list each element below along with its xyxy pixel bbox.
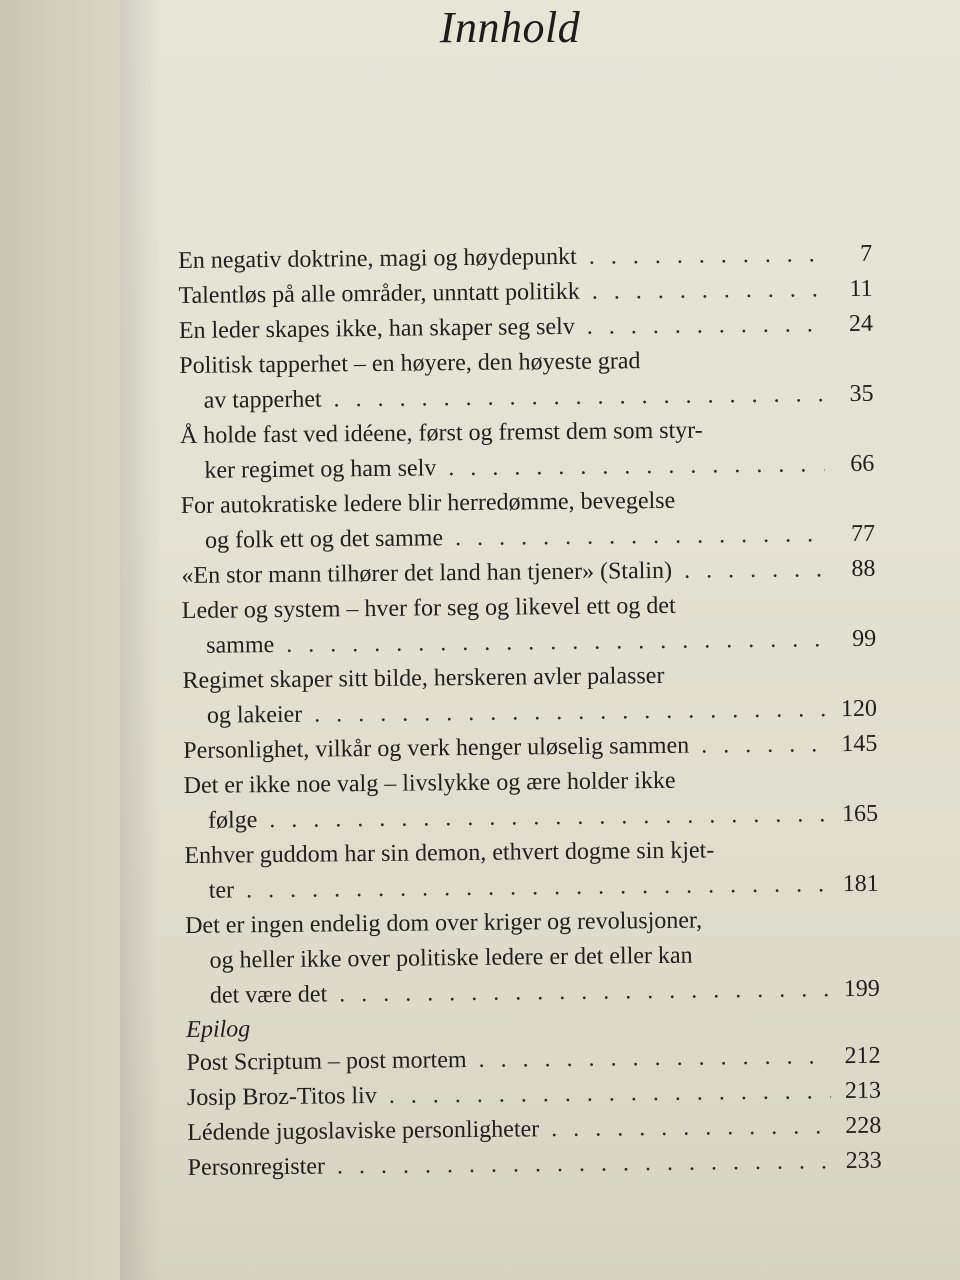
toc-entry-title: følge xyxy=(207,807,258,834)
toc-entry-title: En negativ doktrine, magi og høydepunkt xyxy=(178,243,577,274)
toc-entry-title: det være det xyxy=(209,981,328,1009)
toc-entry-title: ker regimet og ham selv xyxy=(204,455,437,484)
toc-entry xyxy=(182,587,877,664)
toc-entry-title: For autokratiske ledere blir herredømme, bevegelse xyxy=(180,487,676,519)
toc-entry-title: En leder skapes ikke, han skaper seg selv xyxy=(178,313,575,344)
toc-page-number: 212 xyxy=(844,1042,881,1070)
toc-entry-title: Det er ikke noe valg – livslykke og ære holder ikke xyxy=(183,767,676,799)
toc-page-number: 35 xyxy=(849,380,874,407)
toc-line xyxy=(186,972,880,1014)
toc-entry-title: og heller ikke over politiske ledere er det eller kan xyxy=(209,942,693,974)
section-label-epilog: Epilog xyxy=(186,1016,251,1043)
toc-entry-title: Enhver guddom har sin demon, ethvert dogme sin kjet- xyxy=(184,837,715,869)
toc-entry-title: Leder og system – hver for seg og likevel ett og det xyxy=(181,592,676,624)
toc-line xyxy=(179,377,873,419)
toc-entry xyxy=(180,412,875,489)
table-of-contents xyxy=(178,237,882,1186)
dot-leader xyxy=(592,272,823,309)
toc-entry-title: og lakeier xyxy=(206,701,303,729)
toc-line xyxy=(182,622,876,664)
toc-page-number: 233 xyxy=(845,1147,882,1175)
toc-page-number: 228 xyxy=(845,1112,882,1140)
dot-leader xyxy=(269,797,828,838)
toc-page-number: 181 xyxy=(842,870,879,898)
dot-leader xyxy=(314,692,827,732)
dot-leader xyxy=(448,447,824,486)
toc-entry xyxy=(187,1144,881,1186)
toc-entry xyxy=(181,552,875,594)
toc-page-number: 77 xyxy=(850,520,876,547)
toc-entry-title: Det er ingen endelig dom over kriger og revolusjoner, xyxy=(185,907,703,939)
toc-line xyxy=(183,727,877,769)
toc-entry-title: og folk ett og det samme xyxy=(204,525,444,554)
toc-page-number: 24 xyxy=(848,310,874,337)
toc-line xyxy=(180,447,874,489)
dot-leader xyxy=(684,552,826,588)
dot-leader xyxy=(339,972,830,1012)
dot-leader xyxy=(551,1109,831,1147)
dot-leader xyxy=(286,622,826,663)
toc-line xyxy=(187,1144,881,1186)
dot-leader xyxy=(389,1074,832,1114)
toc-entry-title: Personlighet, vilkår og verk henger uløselig sammen xyxy=(183,732,690,764)
toc-entry-title: Lédende jugoslaviske personligheter xyxy=(187,1116,540,1146)
toc-entry xyxy=(183,762,878,839)
toc-page-number: 88 xyxy=(851,555,876,582)
dot-leader xyxy=(589,237,823,274)
toc-entry xyxy=(179,307,873,349)
toc-page-number: 199 xyxy=(843,975,880,1003)
toc-entry xyxy=(179,342,874,419)
toc-line xyxy=(184,797,878,839)
toc-page-number: 120 xyxy=(840,695,878,723)
dot-leader xyxy=(478,1039,830,1078)
toc-page-number: 165 xyxy=(841,800,879,828)
toc-entry xyxy=(185,902,880,1014)
toc-entry-title: samme xyxy=(206,632,275,659)
toc-entry xyxy=(184,832,879,909)
left-page-edge xyxy=(0,0,140,1280)
toc-entry-title: Josip Broz-Titos liv xyxy=(186,1082,377,1111)
dot-leader xyxy=(701,727,827,763)
dot-leader xyxy=(455,517,825,556)
toc-entry xyxy=(183,727,877,769)
toc-entry-title: Regimet skaper sitt bilde, herskeren avler palasser xyxy=(182,662,665,694)
toc-entry-title: Politisk tapperhet – en høyere, den høyeste grad xyxy=(179,348,641,379)
dot-leader xyxy=(246,867,829,908)
toc-entry xyxy=(181,482,876,559)
toc-entry-title: Å holde fast ved idéene, først og fremst dem som styr- xyxy=(179,417,703,449)
toc-entry-title: Post Scriptum – post mortem xyxy=(186,1047,467,1076)
page-title: Innhold xyxy=(439,3,581,52)
toc-entry xyxy=(182,657,877,734)
toc-page-number: 145 xyxy=(841,730,878,758)
dot-leader xyxy=(333,377,823,417)
toc-entry-title: «En stor mann tilhører det land han tjener» (Stalin) xyxy=(181,557,673,589)
toc-entry-title: Talentløs på alle områder, unntatt politikk xyxy=(178,278,580,309)
toc-line xyxy=(179,307,873,349)
toc-entry-title: av tapperhet xyxy=(203,386,322,414)
dot-leader xyxy=(587,307,823,344)
toc-page-number: 66 xyxy=(850,450,875,477)
toc-page-number: 213 xyxy=(844,1077,882,1105)
toc-line xyxy=(185,867,879,909)
toc-entry-title: ter xyxy=(208,877,235,904)
dot-leader xyxy=(337,1144,832,1184)
toc-page-number: 7 xyxy=(860,240,873,267)
toc-entry-title: Personregister xyxy=(187,1153,326,1181)
toc-page-number: 99 xyxy=(852,625,877,652)
toc-page-number: 11 xyxy=(849,275,873,302)
toc-line xyxy=(181,552,875,594)
page-gutter-shadow xyxy=(120,0,160,1280)
